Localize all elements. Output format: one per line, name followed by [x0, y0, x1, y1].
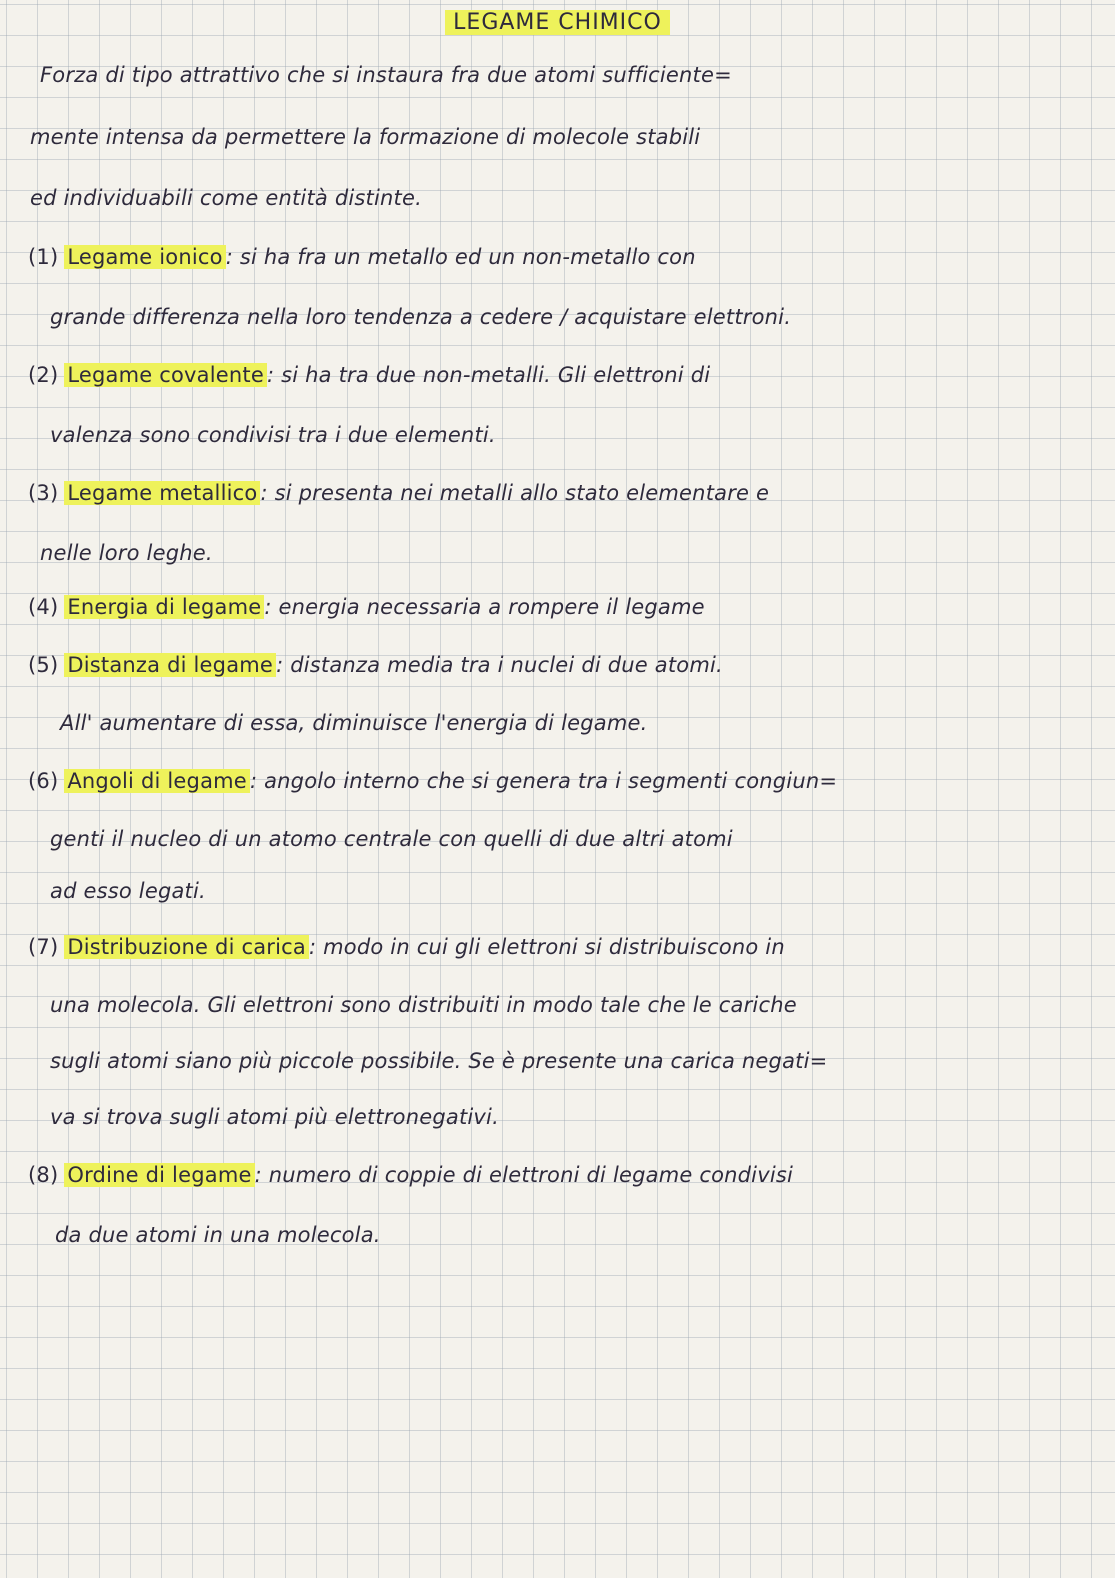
item-text: : energia necessaria a rompere il legame [264, 595, 705, 619]
item-number: (1) [28, 245, 59, 269]
item-number: (7) [28, 935, 59, 959]
item-term: Legame covalente [64, 363, 267, 387]
intro-line-3: ed individuabili come entità distinte. [30, 186, 422, 210]
item-3-line-2: nelle loro leghe. [40, 541, 213, 565]
item-number: (8) [28, 1163, 59, 1187]
item-text: : distanza media tra i nuclei di due atomi. [276, 653, 723, 677]
item-7-line-3: sugli atomi siano più piccole possibile. Se è presente una carica negati= [50, 1049, 828, 1073]
item-7-line-4: va si trova sugli atomi più elettronegativi. [50, 1105, 499, 1129]
item-8-line-1 [28, 1160, 793, 1190]
item-term: Legame metallico [64, 481, 260, 505]
item-5-line-2: All' aumentare di essa, diminuisce l'energia di legame. [60, 711, 648, 735]
item-6-line-2: genti il nucleo di un atomo centrale con quelli di due altri atomi [50, 827, 733, 851]
item-text: : si ha tra due non-metalli. Gli elettroni di [266, 363, 711, 387]
page-title [0, 8, 1115, 38]
item-term: Ordine di legame [64, 1163, 254, 1187]
intro-line-1: Forza di tipo attrattivo che si instaura fra due atomi sufficiente= [40, 63, 732, 87]
item-text: : si ha fra un metallo ed un non-metallo con [225, 245, 696, 269]
item-number: (2) [28, 363, 59, 387]
item-text: : angolo interno che si genera tra i segmenti congiun= [249, 769, 838, 793]
item-term: Legame ionico [64, 245, 225, 269]
item-6-line-3: ad esso legati. [50, 879, 206, 903]
item-text: : si presenta nei metalli allo stato elementare e [260, 481, 770, 505]
item-5-line-1 [28, 650, 723, 680]
item-number: (3) [28, 481, 59, 505]
item-number: (6) [28, 769, 59, 793]
item-2-line-2: valenza sono condivisi tra i due elementi. [50, 423, 496, 447]
item-number: (5) [28, 653, 59, 677]
item-4-line-1 [28, 592, 705, 622]
intro-line-2: mente intensa da permettere la formazione di molecole stabili [30, 125, 701, 149]
item-term: Distribuzione di carica [64, 935, 309, 959]
item-term: Angoli di legame [64, 769, 250, 793]
item-8-line-2: da due atomi in una molecola. [55, 1223, 381, 1247]
item-7-line-1 [28, 932, 785, 962]
item-text: : numero di coppie di elettroni di legame condivisi [254, 1163, 794, 1187]
item-number: (4) [28, 595, 59, 619]
item-3-line-1 [28, 478, 769, 508]
title-highlight: LEGAME CHIMICO [445, 10, 670, 35]
item-term: Distanza di legame [64, 653, 276, 677]
item-1-line-2: grande differenza nella loro tendenza a cedere / acquistare elettroni. [50, 305, 792, 329]
item-7-line-2: una molecola. Gli elettroni sono distribuiti in modo tale che le cariche [50, 993, 797, 1017]
item-term: Energia di legame [64, 595, 264, 619]
item-6-line-1 [28, 766, 837, 796]
item-2-line-1 [28, 360, 710, 390]
item-text: : modo in cui gli elettroni si distribuiscono in [309, 935, 785, 959]
item-1-line-1 [28, 242, 696, 272]
